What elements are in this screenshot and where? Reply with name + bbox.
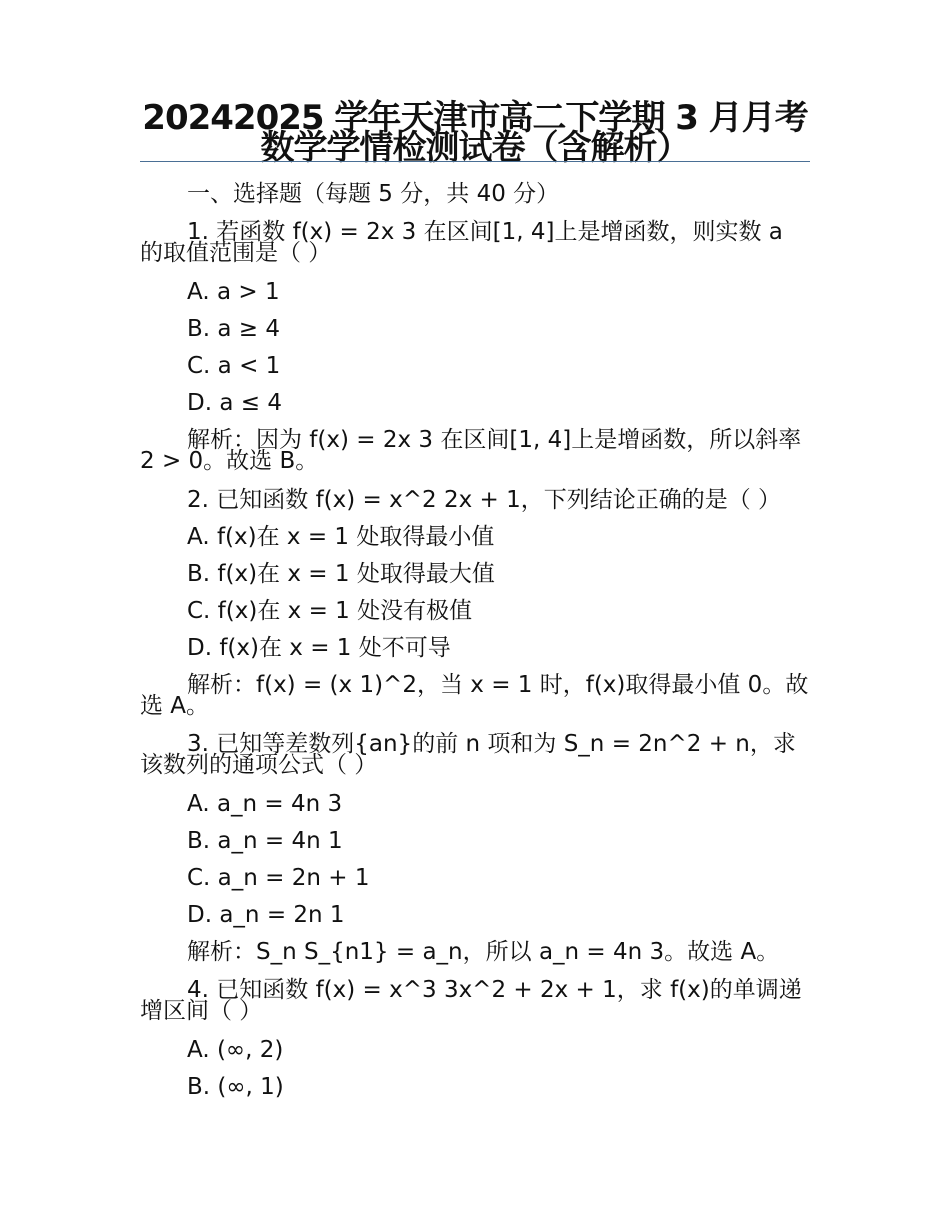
question-1-analysis: 解析：因为 f(x) = 2x 3 在区间[1, 4]上是增函数，所以斜率 2 > 0。故选 B。 xyxy=(140,427,802,474)
title-underline xyxy=(140,161,810,162)
question-3-stem: 3. 已知等差数列{an}的前 n 项和为 S_n = 2n^2 + n，求该数列的通项公式（ ） xyxy=(140,731,796,778)
document-title: 20242025 学年天津市高二下学期 3 月月考数学学情检测试卷（含解析） xyxy=(142,98,808,168)
question-3-option-d: D. a_n = 2n 1 xyxy=(187,902,345,928)
question-4-option-a: A. (∞, 2) xyxy=(187,1037,284,1063)
question-1-option-b: B. a ≥ 4 xyxy=(187,316,281,342)
section-heading: 一、选择题（每题 5 分，共 40 分） xyxy=(187,181,560,207)
question-3-option-c: C. a_n = 2n + 1 xyxy=(187,865,370,891)
question-4-stem: 4. 已知函数 f(x) = x^3 3x^2 + 2x + 1，求 f(x)的单调递增区间（ ） xyxy=(140,977,802,1024)
question-3-analysis: 解析：S_n S_{n1} = a_n，所以 a_n = 4n 3。故选 A。 xyxy=(187,939,780,965)
question-4-option-b: B. (∞, 1) xyxy=(187,1074,284,1100)
question-2-stem: 2. 已知函数 f(x) = x^2 2x + 1，下列结论正确的是（ ） xyxy=(187,487,782,513)
question-3-option-b: B. a_n = 4n 1 xyxy=(187,828,343,854)
question-1-option-c: C. a < 1 xyxy=(187,353,281,379)
question-1-option-a: A. a > 1 xyxy=(187,279,280,305)
question-3-option-a: A. a_n = 4n 3 xyxy=(187,791,343,817)
question-2-option-d: D. f(x)在 x = 1 处不可导 xyxy=(187,635,451,661)
question-2-option-a: A. f(x)在 x = 1 处取得最小值 xyxy=(187,524,495,550)
question-2-analysis: 解析：f(x) = (x 1)^2，当 x = 1 时，f(x)取得最小值 0。故选 A。 xyxy=(140,672,809,719)
question-1-stem: 1. 若函数 f(x) = 2x 3 在区间[1, 4]上是增函数，则实数 a 的取值范围是（ ） xyxy=(140,219,783,266)
question-1-option-d: D. a ≤ 4 xyxy=(187,390,282,416)
question-2-option-c: C. f(x)在 x = 1 处没有极值 xyxy=(187,598,473,624)
question-2-option-b: B. f(x)在 x = 1 处取得最大值 xyxy=(187,561,495,587)
